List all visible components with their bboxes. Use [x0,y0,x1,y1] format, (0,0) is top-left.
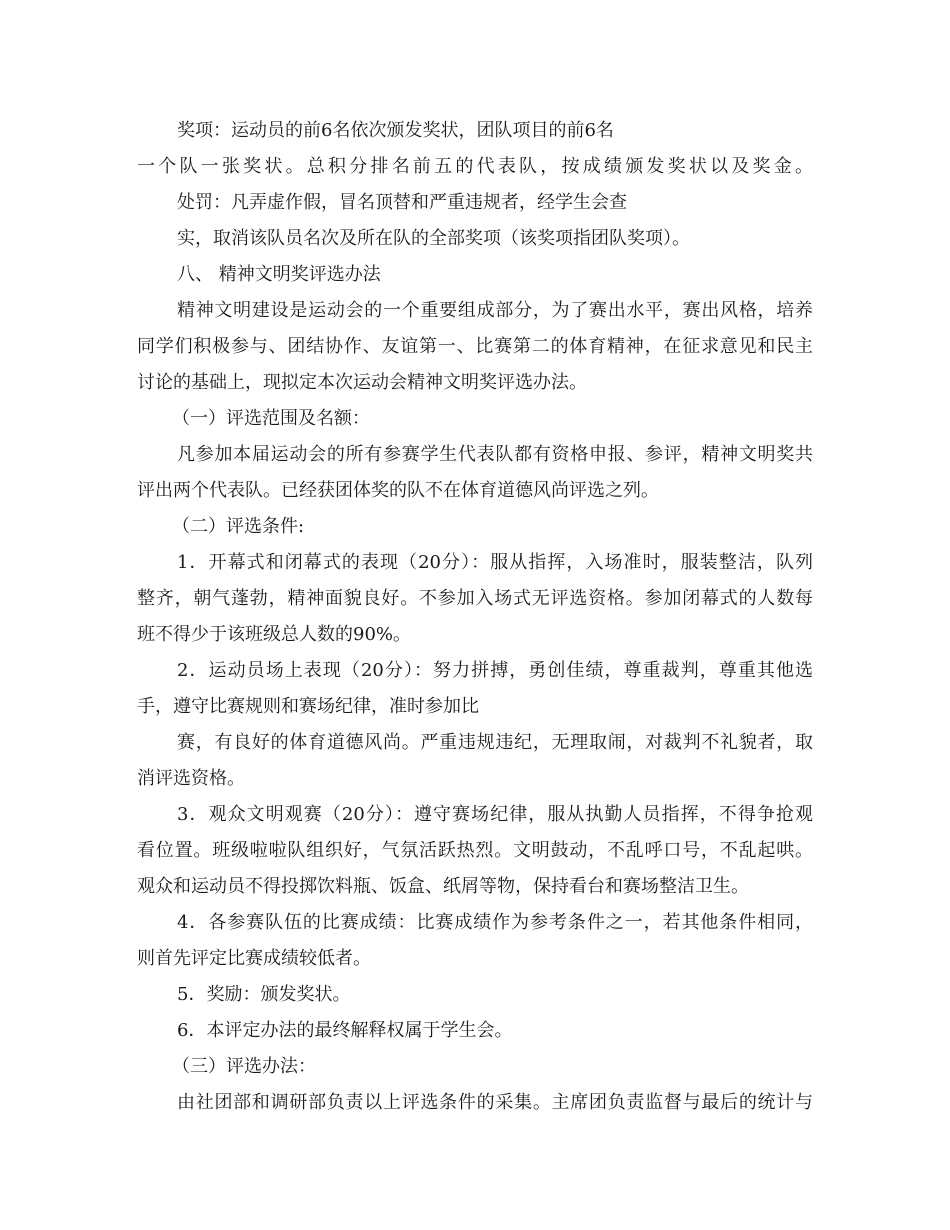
condition-1-line-2: 整齐，朝气蓬勃，精神面貌良好。不参加入场式无评选资格。参加闭幕式的人数每 [137,588,813,609]
award-line-1: 奖项：运动员的前6名依次颁发奖状，团队项目的前6名 [177,120,614,141]
condition-6: 6．本评定办法的最终解释权属于学生会。 [177,1020,513,1041]
award-line-2: 一个队一张奖状。总积分排名前五的代表队，按成绩颁发奖状以及奖金。 [137,156,813,177]
condition-3-line-1: 3．观众文明观赛（20分）：遵守赛场纪律，服从执勤人员指挥，不得争抢观 [177,804,813,825]
penalty-line-1: 处罚：凡弄虚作假，冒名顶替和严重违规者，经学生会查 [177,192,627,213]
condition-4-line-1: 4．各参赛队伍的比赛成绩：比赛成绩作为参考条件之一，若其他条件相同， [177,912,813,933]
condition-1-line-3: 班不得少于该班级总人数的90%。 [137,624,412,645]
scope-paragraph-line-1: 凡参加本届运动会的所有参赛学生代表队都有资格申报、参评，精神文明奖共 [177,444,813,465]
intro-paragraph-line-3: 讨论的基础上，现拟定本次运动会精神文明奖评选办法。 [137,372,587,393]
penalty-line-2: 实，取消该队员名次及所在队的全部奖项（该奖项指团队奖项）。 [177,228,690,249]
document-page [137,113,813,1121]
condition-3-line-3: 观众和运动员不得投掷饮料瓶、饭盒、纸屑等物，保持看台和赛场整洁卫生。 [137,876,749,897]
intro-paragraph-line-2: 同学们积极参与、团结协作、友谊第一、比赛第二的体育精神，在征求意见和民主 [137,336,813,357]
condition-2-line-1: 2．运动员场上表现（20分）：努力拼搏，勇创佳绩，尊重裁判，尊重其他选 [177,660,813,681]
subheading-conditions: （二）评选条件: [172,516,305,537]
condition-2-line-3: 赛，有良好的体育道德风尚。严重违规违纪，无理取闹，对裁判不礼貌者，取 [177,732,813,753]
condition-5: 5．奖励：颁发奖状。 [177,984,351,1005]
condition-4-line-2: 则首先评定比赛成绩较低者。 [137,948,371,969]
intro-paragraph-line-1: 精神文明建设是运动会的一个重要组成部分，为了赛出水平，赛出风格，培养 [177,300,813,321]
condition-1-line-1: 1．开幕式和闭幕式的表现（20分）：服从指挥，入场准时，服装整洁，队列 [177,552,813,573]
method-paragraph-line-1: 由社团部和调研部负责以上评选条件的采集。主席团负责监督与最后的统计与 [177,1092,813,1113]
section-heading-8: 八、 精神文明奖评选办法 [177,264,381,285]
condition-2-line-4: 消评选资格。 [137,768,245,789]
scope-paragraph-line-2: 评出两个代表队。已经获团体奖的队不在体育道德风尚评选之列。 [137,480,659,501]
subheading-method: （三）评选办法： [172,1056,316,1077]
subheading-scope: （一）评选范围及名额： [172,408,370,429]
condition-3-line-2: 看位置。班级啦啦队组织好，气氛活跃热烈。文明鼓动，不乱呼口号，不乱起哄。 [137,840,813,861]
condition-2-line-2: 手，遵守比赛规则和赛场纪律，准时参加比 [137,696,479,717]
